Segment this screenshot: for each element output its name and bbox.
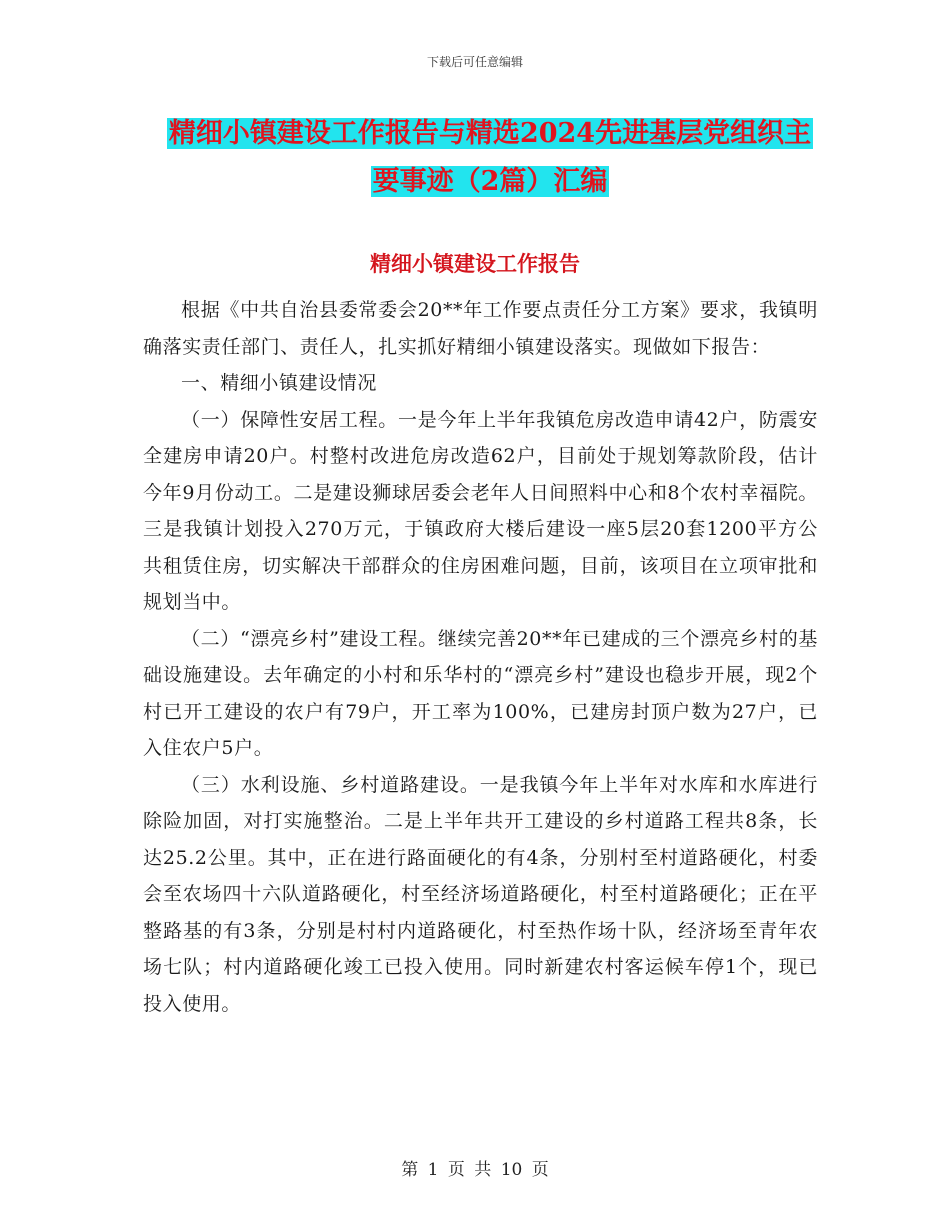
paragraph-housing: （一）保障性安居工程。一是今年上半年我镇危房改造申请42户，防震安全建房申请20户。村整村改进危房改造62户，目前处于规划筹款阶段，估计今年9月份动工。二是建设狮球居委会老年人日间照料中心和8个农村幸福院。三是我镇计划投入270万元，于镇政府大楼后建设一座5层20套1200平方公共租赁住房，切实解决干部群众的住房困难问题，目前，该项目在立项审批和规划当中。 bbox=[143, 408, 818, 613]
document-title-line-1: 精细小镇建设工作报告与精选2024先进基层党组织主 bbox=[168, 118, 812, 149]
page-footer: 第 1 页 共 10 页 bbox=[401, 1160, 549, 1180]
document-title bbox=[150, 110, 830, 206]
paragraph-intro: 根据《中共自治县委常委会20**年工作要点责任分工方案》要求，我镇明确落实责任部门、责任人，扎实抓好精细小镇建设落实。现做如下报告： bbox=[143, 299, 818, 358]
header-note: 下载后可任意编辑 bbox=[426, 55, 523, 69]
paragraph-water-roads: （三）水利设施、乡村道路建设。一是我镇今年上半年对水库和水库进行除险加固，对打实施整治。二是上半年共开工建设的乡村道路工程共8条，长达25.2公里。其中，正在进行路面硬化的有4条，分别村至村道路硬化，村委会至农场四十六队道路硬化，村至经济场道路硬化，村至村道路硬化；正在平整路基的有3条，分别是村村内道路硬化，村至热作场十队，经济场至青年农场七队；村内道路硬化竣工已投入使用。同时新建农村客运候车停1个，现已投入使用。 bbox=[143, 773, 818, 1015]
document-title-line-2: 要事迹（2篇）汇编 bbox=[372, 166, 608, 197]
document-body bbox=[143, 292, 818, 1022]
paragraph-village: （二）“漂亮乡村”建设工程。继续完善20**年已建成的三个漂亮乡村的基础设施建设。去年确定的小村和乐华村的“漂亮乡村”建设也稳步开展，现2个村已开工建设的农户有79户，开工率为100%，已建房封顶户数为27户，已入住农户5户。 bbox=[143, 627, 818, 759]
section-title: 精细小镇建设工作报告 bbox=[370, 251, 580, 276]
paragraph-heading-1: 一、精细小镇建设情况 bbox=[181, 372, 378, 394]
